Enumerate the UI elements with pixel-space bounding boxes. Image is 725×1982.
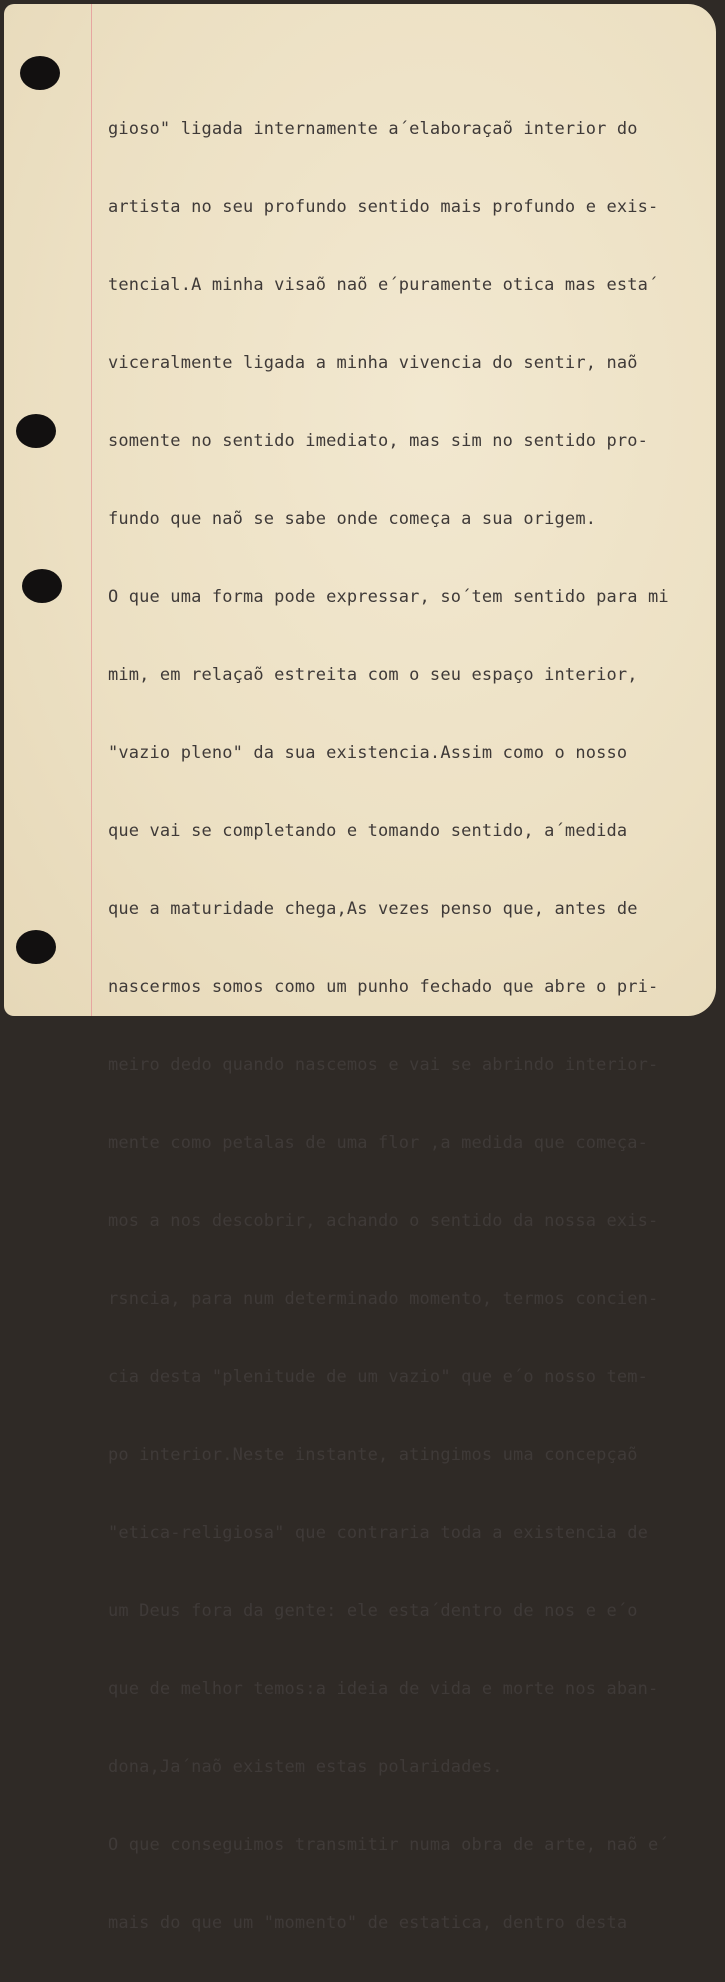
text-line: mos a nos descobrir, achando o sentido da nossa exis- xyxy=(108,1211,659,1231)
text-line: fundo que naõ se sabe onde começa a sua origem. xyxy=(108,509,597,529)
text-line: po interior.Neste instante, atingimos uma concepçaõ xyxy=(108,1445,638,1465)
margin-line xyxy=(91,4,92,1016)
text-line: mente como petalas de uma flor ,a medida que começa- xyxy=(108,1133,649,1153)
text-line: "vazio pleno" da sua existencia.Assim como o nosso xyxy=(108,743,628,763)
text-line: que a maturidade chega,As vezes penso que, antes de xyxy=(108,899,638,919)
text-line: tencial.A minha visaõ naõ e´puramente otica mas esta´ xyxy=(108,275,659,295)
text-line: gioso" ligada internamente a´elaboraçaõ interior do xyxy=(108,119,638,139)
text-line: viceralmente ligada a minha vivencia do sentir, naõ xyxy=(108,353,638,373)
text-line: cia desta "plenitude de um vazio" que e´o nosso tem- xyxy=(108,1367,649,1387)
typewritten-page xyxy=(4,4,716,1933)
text-line: dona,Ja´naõ existem estas polaridades. xyxy=(108,1757,503,1777)
text-line: nascermos somos como um punho fechado que abre o pri- xyxy=(108,977,659,997)
text-line: mais do que um "momento" de estatica, dentro desta xyxy=(108,1913,628,1933)
punch-hole-4 xyxy=(16,930,56,964)
text-line: que vai se completando e tomando sentido, a´medida xyxy=(108,821,628,841)
text-line: O que uma forma pode expressar, so´tem sentido para mi xyxy=(108,587,669,607)
typed-text xyxy=(108,70,708,1982)
text-line: mim, em relaçaõ estreita com o seu espaço interior, xyxy=(108,665,638,685)
text-line: somente no sentido imediato, mas sim no sentido pro- xyxy=(108,431,649,451)
punch-hole-2 xyxy=(16,414,56,448)
punch-hole-1 xyxy=(20,56,60,90)
text-line: que de melhor temos:a ideia de vida e morte nos aban- xyxy=(108,1679,659,1699)
text-line: artista no seu profundo sentido mais profundo e exis- xyxy=(108,197,659,217)
text-line: meiro dedo quando nascemos e vai se abrindo interior- xyxy=(108,1055,659,1075)
text-line: O que conseguimos transmitir numa obra de arte, naõ e´ xyxy=(108,1835,669,1855)
text-line: "etica-religiosa" que contraria toda a existencia de xyxy=(108,1523,649,1543)
text-line: rsncia, para num determinado momento, termos concien- xyxy=(108,1289,659,1309)
text-line: um Deus fora da gente: ele esta´dentro de nos e e´o xyxy=(108,1601,638,1621)
punch-hole-3 xyxy=(22,569,62,603)
